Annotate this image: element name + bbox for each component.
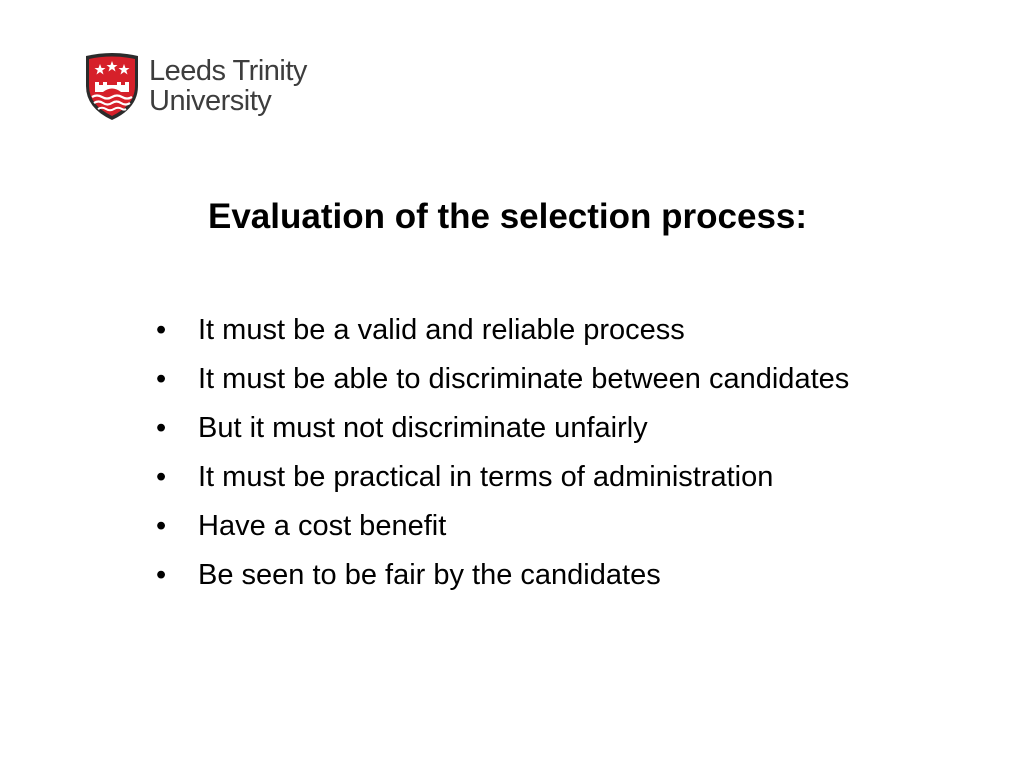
bullet-text: It must be a valid and reliable process (198, 314, 685, 346)
slide-title: Evaluation of the selection process: (208, 197, 808, 236)
bullet-item (156, 408, 916, 448)
bullet-item (156, 310, 916, 350)
bullet-text: Be seen to be fair by the candidates (198, 559, 661, 591)
bullet-marker: • (156, 314, 167, 346)
logo-wordmark (149, 56, 307, 116)
logo-line-1: Leeds Trinity (149, 55, 307, 87)
bullet-text: It must be able to discriminate between candidates (198, 363, 850, 395)
bullet-marker: • (156, 461, 167, 493)
bullet-marker: • (156, 363, 167, 395)
bullet-list (156, 310, 916, 604)
bullet-text: Have a cost benefit (198, 510, 447, 542)
bullet-marker: • (156, 412, 167, 444)
logo-line-2: University (149, 85, 272, 117)
bullet-item (156, 359, 916, 399)
university-logo (83, 52, 313, 124)
bullet-item (156, 555, 916, 595)
bullet-item (156, 457, 916, 497)
bullet-marker: • (156, 510, 167, 542)
bullet-marker: • (156, 559, 167, 591)
bullet-text: It must be practical in terms of administration (198, 461, 774, 493)
shield-crest-icon (83, 52, 141, 122)
bullet-text: But it must not discriminate unfairly (198, 412, 648, 444)
title-container (208, 196, 807, 238)
bullet-item (156, 506, 916, 546)
